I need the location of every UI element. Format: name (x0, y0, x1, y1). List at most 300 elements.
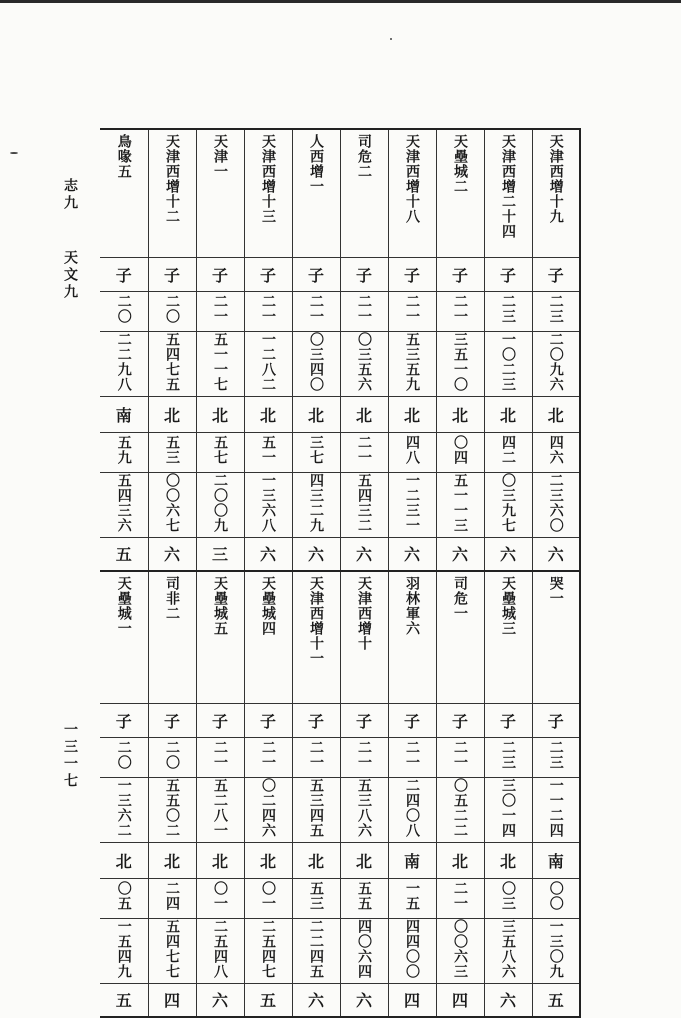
cell-text: 二一 (212, 740, 228, 770)
direction-row (100, 842, 580, 878)
cell-text: 南 (403, 851, 420, 871)
cell-text: 五一 (260, 435, 276, 465)
table-cell (388, 472, 436, 537)
cell-text: 子 (211, 265, 228, 285)
table-cell (244, 537, 292, 571)
table-cell (244, 737, 292, 777)
table-cell (244, 472, 292, 537)
cell-text: 北 (355, 405, 372, 425)
cell-text: 〇三九七 (500, 472, 516, 533)
table-cell (340, 983, 388, 1017)
minute-row (100, 777, 580, 842)
cell-text: 二一 (452, 740, 468, 770)
cell-text: 〇三四〇 (308, 331, 324, 392)
table-cell (484, 129, 532, 257)
cell-text: 北 (211, 851, 228, 871)
table-cell (292, 396, 340, 432)
cell-text: 六 (259, 545, 276, 565)
volume-header: 天文九 (62, 250, 78, 301)
cell-text: 二五四七 (260, 918, 276, 979)
table-cell (340, 571, 388, 703)
cell-text: 子 (451, 265, 468, 285)
table-cell (340, 703, 388, 737)
table-cell (148, 878, 196, 918)
table-cell (292, 331, 340, 396)
table-cell (148, 257, 196, 291)
cell-text: 〇〇 (547, 881, 564, 911)
cell-text: 二一 (356, 740, 372, 770)
cell-text: 二二九八 (115, 331, 132, 392)
latitude-minute-row (100, 472, 580, 537)
table-cell (532, 472, 580, 537)
cell-text: 北 (115, 851, 132, 871)
cell-text: 六 (211, 991, 228, 1011)
cell-text: 二一 (404, 294, 420, 324)
cell-text: 三〇一四 (500, 777, 516, 838)
table-cell (292, 472, 340, 537)
cell-text: 〇二四六 (260, 777, 276, 838)
table-cell (484, 878, 532, 918)
table-cell (340, 432, 388, 472)
cell-text: 二一 (404, 740, 420, 770)
direction-row (100, 396, 580, 432)
table-cell (484, 918, 532, 983)
cell-text: 司非二 (164, 576, 180, 621)
cell-text: 北 (403, 405, 420, 425)
table-cell (388, 737, 436, 777)
table-cell (292, 432, 340, 472)
cell-text: 二〇 (115, 294, 132, 324)
table-cell (244, 983, 292, 1017)
table-cell (196, 703, 244, 737)
table-cell (436, 257, 484, 291)
latitude-row (100, 878, 580, 918)
table-cell (100, 703, 148, 737)
table-cell (388, 331, 436, 396)
cell-text: 子 (499, 711, 516, 731)
cell-text: 五五 (356, 881, 372, 911)
cell-text: 〇一 (212, 881, 228, 911)
cell-text: 四六 (547, 435, 564, 465)
cell-text: 北 (547, 405, 564, 425)
cell-text: 五七 (212, 435, 228, 465)
cell-text: 子 (451, 711, 468, 731)
cell-text: 五一一七 (212, 331, 228, 392)
table-cell (388, 291, 436, 331)
cell-text: 一〇二三 (500, 331, 516, 392)
cell-text: 二一 (452, 881, 468, 911)
table-cell (340, 878, 388, 918)
table-cell (388, 918, 436, 983)
chapter-header: 志九 (62, 178, 78, 212)
table-cell (196, 396, 244, 432)
cell-text: 天津西增十九 (547, 134, 564, 224)
table-cell (100, 129, 148, 257)
table-cell (388, 983, 436, 1017)
cell-text: 六 (547, 545, 564, 565)
table-cell (148, 537, 196, 571)
cell-text: 北 (499, 405, 516, 425)
cell-text: 四二 (500, 435, 516, 465)
cell-text: 子 (115, 711, 132, 731)
table-cell (292, 918, 340, 983)
table-cell (292, 571, 340, 703)
table-cell (340, 537, 388, 571)
cell-text: 二〇〇九 (212, 472, 228, 533)
table-cell (100, 291, 148, 331)
cell-text: 四 (163, 991, 180, 1011)
table-cell (196, 129, 244, 257)
upper-section (100, 129, 580, 571)
cell-text: 二一 (260, 740, 276, 770)
cell-text: 二〇 (115, 740, 132, 770)
table-cell (100, 571, 148, 703)
table-cell (340, 291, 388, 331)
cell-text: 子 (307, 265, 324, 285)
table-cell (484, 257, 532, 291)
cell-text: 天津西增十一 (308, 576, 324, 666)
table-cell (148, 571, 196, 703)
table-cell (196, 257, 244, 291)
table-cell (484, 472, 532, 537)
table-cell (148, 703, 196, 737)
cell-text: 子 (355, 265, 372, 285)
table-cell (532, 983, 580, 1017)
cell-text: 子 (547, 711, 564, 731)
cell-text: 二三 (547, 740, 564, 770)
table-cell (340, 331, 388, 396)
table-cell (244, 777, 292, 842)
cell-text: 子 (499, 265, 516, 285)
table-cell (244, 396, 292, 432)
branch-row (100, 703, 580, 737)
table-cell (484, 331, 532, 396)
star-name-row (100, 129, 580, 257)
cell-text: 五三四五 (308, 777, 324, 838)
cell-text: 鳥喙五 (115, 134, 132, 179)
table-cell (340, 737, 388, 777)
cell-text: 二一 (356, 294, 372, 324)
cell-text: 六 (355, 545, 372, 565)
cell-text: 六 (499, 545, 516, 565)
table-cell (436, 918, 484, 983)
cell-text: 子 (355, 711, 372, 731)
table-cell (436, 878, 484, 918)
cell-text: 子 (403, 711, 420, 731)
cell-text: 二〇九六 (547, 331, 564, 392)
table-cell (100, 257, 148, 291)
cell-text: 二一 (452, 294, 468, 324)
cell-text: 六 (403, 545, 420, 565)
table-cell (436, 396, 484, 432)
cell-text: 子 (547, 265, 564, 285)
speck (390, 38, 392, 40)
table-cell (148, 129, 196, 257)
table-cell (244, 703, 292, 737)
cell-text: 北 (163, 851, 180, 871)
cell-text: 二四 (164, 881, 180, 911)
cell-text: 〇三 (500, 881, 516, 911)
cell-text: 二一 (260, 294, 276, 324)
cell-text: 四三二九 (308, 472, 324, 533)
cell-text: 五一一三 (452, 472, 468, 533)
cell-text: 北 (259, 405, 276, 425)
cell-text: 三五一〇 (452, 331, 468, 392)
table-cell (484, 432, 532, 472)
cell-text: 五 (115, 991, 132, 1011)
cell-text: 子 (403, 265, 420, 285)
table-cell (484, 777, 532, 842)
table-cell (388, 537, 436, 571)
table-cell (244, 129, 292, 257)
table-cell (532, 703, 580, 737)
cell-text: 哭一 (547, 576, 564, 606)
table-cell (100, 878, 148, 918)
cell-text: 二二四五 (308, 918, 324, 979)
cell-text: 三五八六 (500, 918, 516, 979)
cell-text: 北 (355, 851, 372, 871)
table-cell (244, 842, 292, 878)
table-cell (532, 291, 580, 331)
table-cell (148, 983, 196, 1017)
cell-text: 六 (307, 991, 324, 1011)
cell-text: 子 (163, 711, 180, 731)
table-cell (292, 983, 340, 1017)
table-cell (196, 737, 244, 777)
cell-text: 二三六〇 (547, 472, 564, 533)
cell-text: 六 (499, 991, 516, 1011)
table-cell (292, 737, 340, 777)
cell-text: 子 (259, 265, 276, 285)
table-cell (148, 396, 196, 432)
table-cell (196, 842, 244, 878)
table-cell (292, 129, 340, 257)
table-cell (436, 703, 484, 737)
cell-text: 一五四九 (115, 918, 132, 979)
table-cell (244, 257, 292, 291)
cell-text: 五五〇二 (164, 777, 180, 838)
table-cell (340, 396, 388, 432)
table-cell (532, 432, 580, 472)
cell-text: 三七 (308, 435, 324, 465)
cell-text: 司危二 (356, 134, 372, 179)
latitude-row (100, 432, 580, 472)
cell-text: 北 (499, 851, 516, 871)
table-cell (388, 703, 436, 737)
cell-text: 二四〇八 (404, 777, 420, 838)
table-cell (148, 291, 196, 331)
cell-text: 南 (547, 851, 564, 871)
table-cell (100, 737, 148, 777)
table-cell (340, 472, 388, 537)
table-cell (436, 842, 484, 878)
table-cell (100, 918, 148, 983)
cell-text: 〇五二二 (452, 777, 468, 838)
cell-text: 五四七五 (164, 331, 180, 392)
table-cell (532, 842, 580, 878)
table-cell (100, 842, 148, 878)
table-cell (532, 571, 580, 703)
table-cell (196, 918, 244, 983)
cell-text: 四 (451, 991, 468, 1011)
cell-text: 北 (211, 405, 228, 425)
table-cell (388, 878, 436, 918)
cell-text: 北 (307, 405, 324, 425)
cell-text: 四八 (404, 435, 420, 465)
table-cell (340, 777, 388, 842)
table-cell (100, 432, 148, 472)
cell-text: 天津西增十 (356, 576, 372, 651)
table-cell (292, 777, 340, 842)
table-cell (244, 291, 292, 331)
cell-text: 天津西增十三 (260, 134, 276, 224)
cell-text: 子 (307, 711, 324, 731)
table-cell (388, 257, 436, 291)
cell-text: 天壘城二 (452, 134, 468, 194)
cell-text: 一一二四 (547, 777, 564, 838)
cell-text: 〇五 (115, 881, 132, 911)
cell-text: 三 (211, 545, 228, 565)
table-cell (148, 777, 196, 842)
table-cell (148, 432, 196, 472)
cell-text: 四〇六四 (356, 918, 372, 979)
cell-text: 天壘城三 (500, 576, 516, 636)
star-catalog-table (100, 128, 581, 1018)
cell-text: 二一 (308, 294, 324, 324)
table-cell (196, 983, 244, 1017)
cell-text: 一五 (404, 881, 420, 911)
cell-text: 一三〇九 (547, 918, 564, 979)
cell-text: 二〇 (164, 294, 180, 324)
table-cell (436, 983, 484, 1017)
cell-text: 五三五九 (404, 331, 420, 392)
table-cell (340, 842, 388, 878)
cell-text: 五三 (308, 881, 324, 911)
table-cell (532, 331, 580, 396)
cell-text: 北 (163, 405, 180, 425)
table-cell (100, 537, 148, 571)
table-cell (436, 571, 484, 703)
table-cell (100, 396, 148, 432)
table-cell (292, 537, 340, 571)
table-cell (148, 842, 196, 878)
table-cell (196, 291, 244, 331)
cell-text: 一二八二 (260, 331, 276, 392)
cell-text: 二五四八 (212, 918, 228, 979)
table-cell (484, 571, 532, 703)
table-cell (436, 737, 484, 777)
table-cell (292, 257, 340, 291)
table-cell (196, 777, 244, 842)
table-cell (340, 918, 388, 983)
table-cell (148, 331, 196, 396)
table-cell (292, 842, 340, 878)
table-cell (292, 291, 340, 331)
degree-row (100, 737, 580, 777)
table-cell (244, 918, 292, 983)
cell-text: 二一 (308, 740, 324, 770)
cell-text: 子 (163, 265, 180, 285)
table-cell (196, 537, 244, 571)
table-cell (148, 918, 196, 983)
magnitude-row (100, 983, 580, 1017)
table-cell (292, 703, 340, 737)
cell-text: 五 (115, 545, 132, 565)
cell-text: 北 (307, 851, 324, 871)
table-cell (244, 331, 292, 396)
cell-text: 南 (115, 405, 132, 425)
cell-text: 五三 (164, 435, 180, 465)
cell-text: 六 (451, 545, 468, 565)
degree-row (100, 291, 580, 331)
cell-text: 天壘城四 (260, 576, 276, 636)
cell-text: 二三 (500, 294, 516, 324)
table-cell (244, 432, 292, 472)
table-cell (388, 396, 436, 432)
page-number: 一三一七 (62, 722, 78, 790)
cell-text: 〇三五六 (356, 331, 372, 392)
table-cell (436, 129, 484, 257)
cell-text: 子 (211, 711, 228, 731)
cell-text: 五 (547, 991, 564, 1011)
table-cell (100, 472, 148, 537)
table-cell (100, 331, 148, 396)
cell-text: 北 (451, 405, 468, 425)
cell-text: 六 (307, 545, 324, 565)
cell-text: 五九 (115, 435, 132, 465)
table-cell (484, 396, 532, 432)
latitude-minute-row (100, 918, 580, 983)
cell-text: 五 (259, 991, 276, 1011)
table-cell (148, 737, 196, 777)
table-cell (436, 432, 484, 472)
table-cell (484, 983, 532, 1017)
cell-text: 六 (163, 545, 180, 565)
cell-text: 〇一 (260, 881, 276, 911)
table-cell (196, 432, 244, 472)
table-cell (436, 537, 484, 571)
cell-text: 二一 (356, 435, 372, 465)
cell-text: 〇〇六七 (164, 472, 180, 533)
cell-text: 子 (259, 711, 276, 731)
cell-text: 〇四 (452, 435, 468, 465)
table-cell (532, 918, 580, 983)
table-cell (532, 878, 580, 918)
table-cell (244, 878, 292, 918)
speck (10, 152, 18, 154)
cell-text: 四四〇〇 (404, 918, 420, 979)
cell-text: 二一 (212, 294, 228, 324)
table-cell (532, 129, 580, 257)
cell-text: 五三八六 (356, 777, 372, 838)
table-cell (484, 291, 532, 331)
cell-text: 二〇 (164, 740, 180, 770)
table-cell (340, 257, 388, 291)
table-cell (148, 472, 196, 537)
cell-text: 天壘城五 (212, 576, 228, 636)
cell-text: 五二八一 (212, 777, 228, 838)
table-cell (100, 983, 148, 1017)
table-cell (196, 472, 244, 537)
cell-text: 〇〇六三 (452, 918, 468, 979)
lower-section (100, 571, 580, 1017)
table-cell (388, 571, 436, 703)
cell-text: 一三六八 (260, 472, 276, 533)
table-cell (436, 291, 484, 331)
cell-text: 司危一 (452, 576, 468, 621)
branch-row (100, 257, 580, 291)
table-cell (388, 842, 436, 878)
